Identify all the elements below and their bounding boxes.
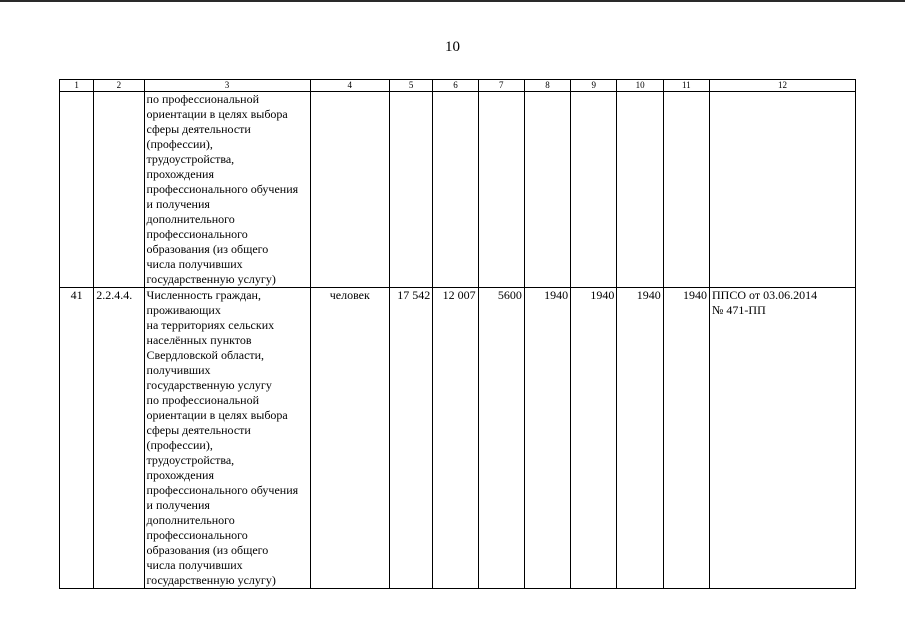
description-line: дополнительного xyxy=(146,513,235,527)
description-line: ориентации в целях выбора xyxy=(146,408,288,422)
description-line: профессионального обучения xyxy=(146,483,299,497)
description-cell xyxy=(144,92,310,288)
description-line: по профессиональной xyxy=(146,393,259,407)
description-line: образования (из общего xyxy=(146,242,269,256)
col-header-9: 9 xyxy=(571,80,617,92)
value-col5: 17 542 xyxy=(390,288,433,589)
row-code: 2.2.4.4. xyxy=(94,288,144,589)
description-line: профессионального xyxy=(146,528,248,542)
top-rule xyxy=(0,0,905,2)
description-line: по профессиональной xyxy=(146,92,259,106)
col-header-4: 4 xyxy=(310,80,389,92)
col-header-8: 8 xyxy=(524,80,570,92)
value-col7: 5600 xyxy=(478,288,524,589)
col-header-6: 6 xyxy=(433,80,478,92)
description-line: трудоустройства, xyxy=(146,152,235,166)
col-header-10: 10 xyxy=(617,80,663,92)
col-header-1: 1 xyxy=(60,80,94,92)
table-row-41 xyxy=(60,288,856,589)
col-header-5: 5 xyxy=(390,80,433,92)
row-number: 41 xyxy=(60,288,94,589)
description-line: Свердловской области, xyxy=(146,348,265,362)
description-cell xyxy=(144,288,310,589)
col-header-12: 12 xyxy=(709,80,855,92)
page-number: 10 xyxy=(445,39,460,55)
value-col8: 1940 xyxy=(524,288,570,589)
description-line: (профессии), xyxy=(146,137,213,151)
col-header-3: 3 xyxy=(144,80,310,92)
source-document-cell xyxy=(709,288,855,589)
value-col10: 1940 xyxy=(617,288,663,589)
description-line: населённых пунктов xyxy=(146,333,252,347)
table-row-continued xyxy=(60,92,856,288)
value-col9: 1940 xyxy=(571,288,617,589)
description-line: Численность граждан, xyxy=(146,288,261,302)
description-line: дополнительного xyxy=(146,212,235,226)
description-line: прохождения xyxy=(146,167,214,181)
description-line: и получения xyxy=(146,197,210,211)
source-document-line: ППСО от 03.06.2014 xyxy=(711,288,818,302)
source-document-line: № 471-ПП xyxy=(711,303,766,317)
description-line: государственную услугу xyxy=(146,378,272,392)
description-line: прохождения xyxy=(146,468,214,482)
value-col11: 1940 xyxy=(663,288,709,589)
value-col6: 12 007 xyxy=(433,288,478,589)
description-line: на территориях сельских xyxy=(146,318,275,332)
description-line: профессионального xyxy=(146,227,248,241)
description-line: (профессии), xyxy=(146,438,213,452)
description-line: и получения xyxy=(146,498,210,512)
description-line: числа получивших xyxy=(146,257,243,271)
indicators-table xyxy=(59,79,856,589)
description-line: сферы деятельности xyxy=(146,122,251,136)
description-line: трудоустройства, xyxy=(146,453,235,467)
description-line: числа получивших xyxy=(146,558,243,572)
col-header-7: 7 xyxy=(478,80,524,92)
col-header-11: 11 xyxy=(663,80,709,92)
description-line: получивших xyxy=(146,363,211,377)
description-line: государственную услугу) xyxy=(146,272,276,286)
description-line: проживающих xyxy=(146,303,221,317)
column-number-row xyxy=(60,80,856,92)
description-line: образования (из общего xyxy=(146,543,269,557)
description-line: сферы деятельности xyxy=(146,423,251,437)
description-line: государственную услугу) xyxy=(146,573,276,587)
col-header-2: 2 xyxy=(94,80,144,92)
description-line: ориентации в целях выбора xyxy=(146,107,288,121)
unit-cell: человек xyxy=(310,288,389,589)
description-line: профессионального обучения xyxy=(146,182,299,196)
